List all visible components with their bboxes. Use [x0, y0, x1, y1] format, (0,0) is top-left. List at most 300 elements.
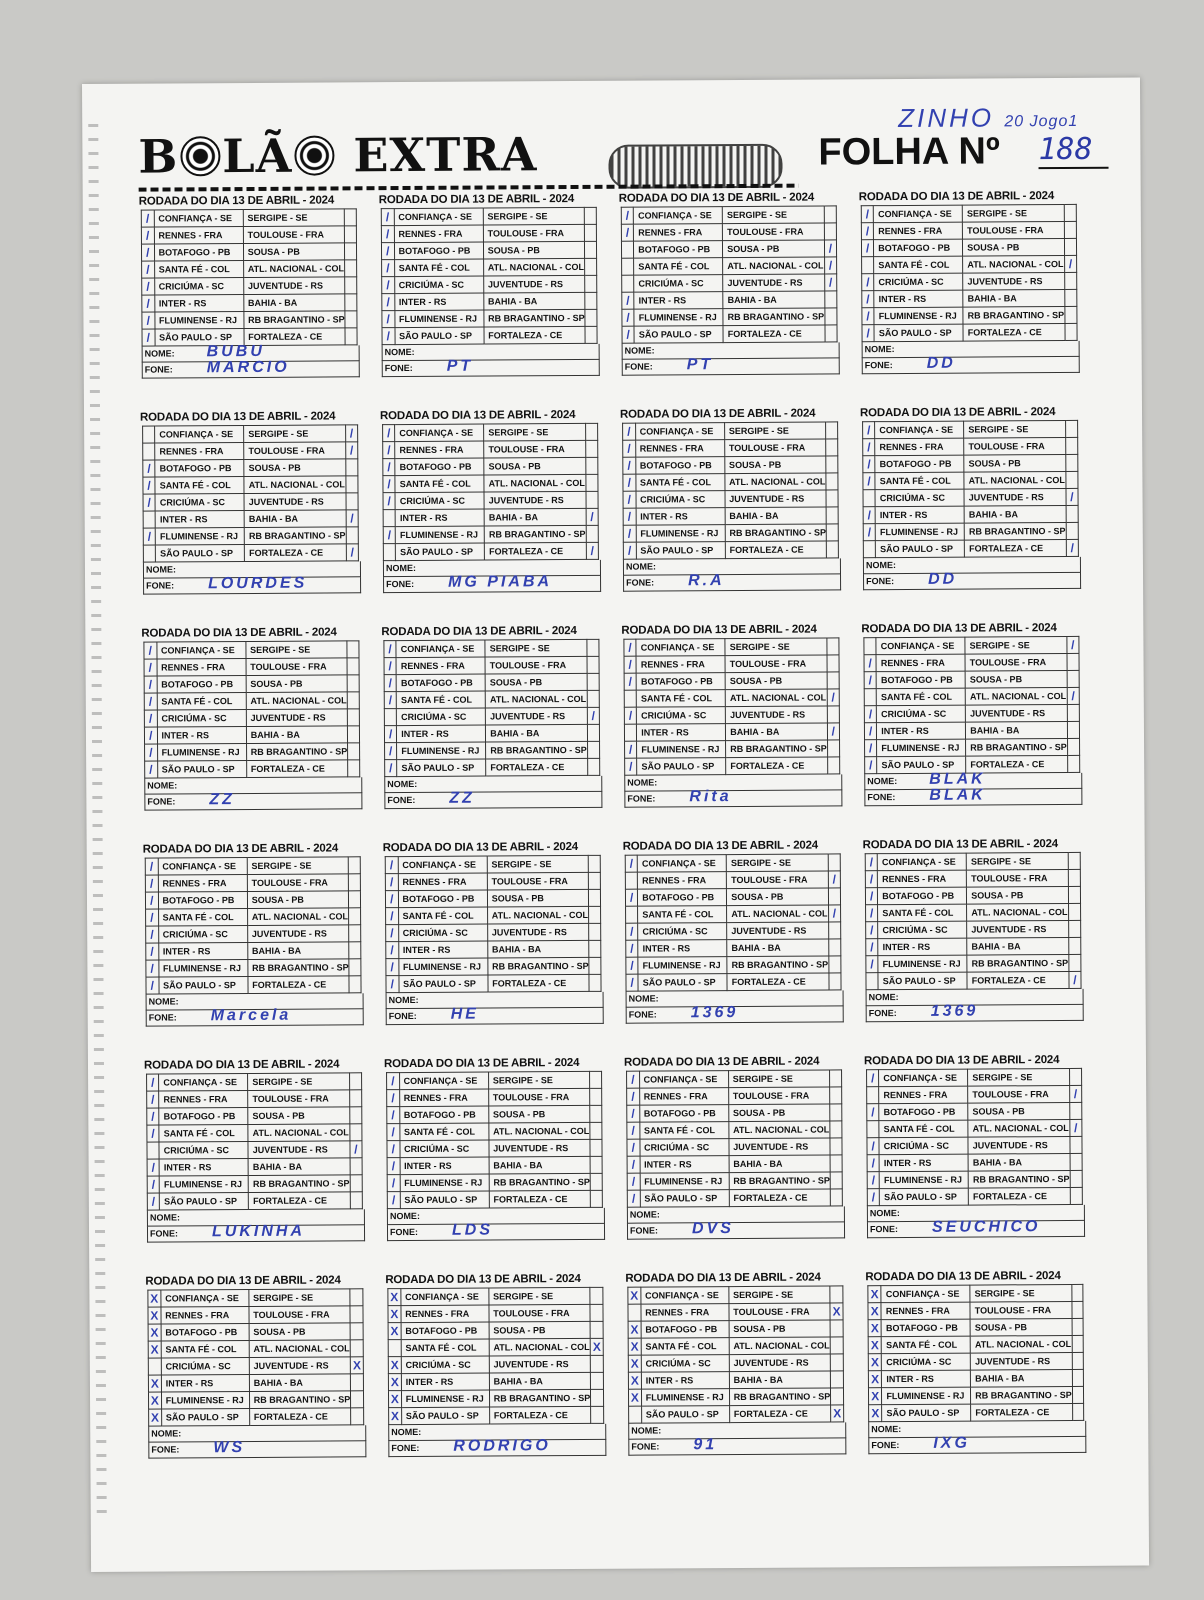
home-pick-box[interactable]: /: [145, 744, 158, 761]
away-pick-box[interactable]: [828, 922, 840, 939]
home-pick-box[interactable]: X: [628, 1389, 641, 1406]
home-pick-box[interactable]: [143, 545, 155, 562]
away-pick-box[interactable]: [590, 1321, 603, 1338]
home-pick-box[interactable]: /: [385, 891, 398, 908]
home-pick-box[interactable]: X: [868, 1337, 881, 1354]
away-pick-box[interactable]: [1067, 755, 1079, 772]
home-pick-box[interactable]: /: [867, 1070, 879, 1087]
home-pick-box[interactable]: [864, 638, 876, 655]
away-pick-box[interactable]: [345, 260, 357, 277]
home-pick-box[interactable]: X: [388, 1357, 401, 1374]
home-pick-box[interactable]: /: [145, 761, 158, 778]
away-pick-box[interactable]: [824, 223, 836, 240]
away-pick-box[interactable]: [349, 1090, 361, 1107]
away-pick-box[interactable]: [589, 940, 601, 957]
away-pick-box[interactable]: [1067, 721, 1079, 738]
home-pick-box[interactable]: [626, 906, 638, 923]
away-pick-box[interactable]: [830, 1172, 842, 1189]
home-pick-box[interactable]: X: [868, 1286, 881, 1303]
away-pick-box[interactable]: [1067, 653, 1079, 670]
away-pick-box[interactable]: /: [345, 442, 357, 459]
home-pick-box[interactable]: /: [383, 442, 395, 459]
away-pick-box[interactable]: [348, 857, 360, 874]
home-pick-box[interactable]: /: [382, 260, 395, 277]
home-pick-box[interactable]: /: [387, 1192, 400, 1209]
home-pick-box[interactable]: /: [624, 656, 636, 673]
away-pick-box[interactable]: /: [824, 240, 836, 257]
home-pick-box[interactable]: X: [868, 1320, 881, 1337]
away-pick-box[interactable]: /: [345, 425, 357, 442]
away-pick-box[interactable]: [830, 1320, 843, 1337]
home-pick-box[interactable]: /: [144, 727, 157, 744]
home-pick-box[interactable]: /: [863, 507, 875, 524]
home-pick-box[interactable]: /: [382, 328, 395, 345]
home-pick-box[interactable]: /: [625, 741, 637, 758]
away-pick-box[interactable]: /: [586, 508, 598, 525]
home-pick-box[interactable]: /: [627, 1139, 640, 1156]
away-pick-box[interactable]: [349, 1073, 361, 1090]
home-pick-box[interactable]: /: [867, 1104, 879, 1121]
home-pick-box[interactable]: /: [381, 243, 394, 260]
phone-field[interactable]: [867, 1218, 1085, 1238]
home-pick-box[interactable]: X: [148, 1307, 161, 1324]
home-pick-box[interactable]: /: [387, 1158, 400, 1175]
away-pick-box[interactable]: [349, 959, 361, 976]
home-pick-box[interactable]: /: [621, 224, 633, 241]
home-pick-box[interactable]: /: [386, 976, 399, 993]
away-pick-box[interactable]: [585, 292, 597, 309]
home-pick-box[interactable]: [621, 241, 633, 258]
away-pick-box[interactable]: [348, 743, 360, 760]
away-pick-box[interactable]: [589, 872, 601, 889]
home-pick-box[interactable]: /: [384, 726, 396, 743]
away-pick-box[interactable]: [591, 1355, 604, 1372]
away-pick-box[interactable]: [346, 459, 358, 476]
away-pick-box[interactable]: /: [586, 542, 598, 559]
home-pick-box[interactable]: /: [147, 1159, 159, 1176]
away-pick-box[interactable]: [1068, 920, 1080, 937]
away-pick-box[interactable]: X: [830, 1303, 843, 1320]
away-pick-box[interactable]: [350, 1124, 362, 1141]
away-pick-box[interactable]: [1068, 937, 1080, 954]
away-pick-box[interactable]: /: [824, 274, 836, 291]
away-pick-box[interactable]: [1066, 505, 1078, 522]
away-pick-box[interactable]: [590, 1287, 603, 1304]
away-pick-box[interactable]: [1070, 1153, 1082, 1170]
home-pick-box[interactable]: /: [382, 311, 395, 328]
away-pick-box[interactable]: [345, 311, 357, 328]
away-pick-box[interactable]: [350, 1323, 363, 1340]
away-pick-box[interactable]: /: [350, 1141, 362, 1158]
home-pick-box[interactable]: /: [624, 673, 636, 690]
phone-field[interactable]: [386, 1005, 604, 1025]
home-pick-box[interactable]: /: [147, 1125, 159, 1142]
away-pick-box[interactable]: [1072, 1335, 1083, 1352]
home-pick-box[interactable]: /: [863, 473, 875, 490]
away-pick-box[interactable]: [1068, 869, 1080, 886]
name-field[interactable]: [623, 558, 841, 575]
home-pick-box[interactable]: /: [865, 871, 877, 888]
away-pick-box[interactable]: [585, 258, 597, 275]
home-pick-box[interactable]: /: [863, 524, 875, 541]
home-pick-box[interactable]: /: [625, 855, 637, 872]
name-field[interactable]: [622, 342, 840, 359]
home-pick-box[interactable]: /: [383, 459, 395, 476]
phone-field[interactable]: [383, 573, 601, 593]
away-pick-box[interactable]: [585, 440, 597, 457]
home-pick-box[interactable]: /: [625, 889, 637, 906]
home-pick-box[interactable]: /: [622, 292, 634, 309]
home-pick-box[interactable]: [148, 1358, 161, 1375]
away-pick-box[interactable]: [590, 1071, 602, 1088]
away-pick-box[interactable]: [585, 423, 597, 440]
home-pick-box[interactable]: X: [149, 1409, 162, 1426]
away-pick-box[interactable]: [827, 655, 839, 672]
away-pick-box[interactable]: [348, 709, 360, 726]
home-pick-box[interactable]: /: [385, 743, 397, 760]
phone-field[interactable]: [144, 793, 362, 810]
away-pick-box[interactable]: /: [1070, 1119, 1082, 1136]
away-pick-box[interactable]: [586, 525, 598, 542]
away-pick-box[interactable]: [348, 726, 360, 743]
away-pick-box[interactable]: [347, 675, 359, 692]
home-pick-box[interactable]: /: [623, 508, 636, 525]
home-pick-box[interactable]: /: [623, 525, 636, 542]
home-pick-box[interactable]: /: [623, 474, 636, 491]
away-pick-box[interactable]: [345, 277, 357, 294]
away-pick-box[interactable]: [585, 326, 597, 343]
away-pick-box[interactable]: [1069, 1068, 1081, 1085]
home-pick-box[interactable]: X: [868, 1354, 881, 1371]
away-pick-box[interactable]: [587, 673, 599, 690]
away-pick-box[interactable]: [830, 1087, 842, 1104]
away-pick-box[interactable]: [587, 724, 599, 741]
away-pick-box[interactable]: [347, 641, 359, 658]
home-pick-box[interactable]: /: [142, 295, 155, 312]
home-pick-box[interactable]: /: [387, 1141, 400, 1158]
home-pick-box[interactable]: X: [388, 1323, 401, 1340]
away-pick-box[interactable]: [584, 207, 596, 224]
away-pick-box[interactable]: [826, 422, 838, 439]
away-pick-box[interactable]: [586, 491, 598, 508]
home-pick-box[interactable]: /: [145, 875, 158, 892]
name-field[interactable]: [148, 1425, 366, 1442]
away-pick-box[interactable]: [589, 974, 601, 991]
phone-field[interactable]: [866, 1002, 1084, 1022]
phone-field[interactable]: [864, 786, 1082, 806]
away-pick-box[interactable]: [827, 672, 839, 689]
away-pick-box[interactable]: [1067, 670, 1079, 687]
phone-field[interactable]: [382, 357, 600, 377]
away-pick-box[interactable]: [586, 457, 598, 474]
away-pick-box[interactable]: [349, 908, 361, 925]
away-pick-box[interactable]: [830, 1189, 842, 1206]
away-pick-box[interactable]: [586, 474, 598, 491]
home-pick-box[interactable]: [383, 510, 395, 527]
away-pick-box[interactable]: [828, 888, 840, 905]
home-pick-box[interactable]: /: [627, 1122, 640, 1139]
home-pick-box[interactable]: /: [382, 294, 395, 311]
home-pick-box[interactable]: /: [864, 672, 876, 689]
home-pick-box[interactable]: [867, 1121, 879, 1138]
away-pick-box[interactable]: [1065, 437, 1077, 454]
away-pick-box[interactable]: [828, 939, 840, 956]
away-pick-box[interactable]: [590, 1122, 602, 1139]
away-pick-box[interactable]: [346, 476, 358, 493]
name-field[interactable]: [627, 1206, 845, 1223]
away-pick-box[interactable]: [591, 1389, 604, 1406]
away-pick-box[interactable]: [1064, 289, 1076, 306]
away-pick-box[interactable]: /: [1064, 255, 1076, 272]
home-pick-box[interactable]: /: [623, 440, 636, 457]
home-pick-box[interactable]: /: [142, 312, 155, 329]
home-pick-box[interactable]: /: [382, 277, 395, 294]
away-pick-box[interactable]: [349, 976, 361, 993]
home-pick-box[interactable]: X: [388, 1306, 401, 1323]
away-pick-box[interactable]: [349, 1107, 361, 1124]
away-pick-box[interactable]: /: [1067, 687, 1079, 704]
home-pick-box[interactable]: X: [148, 1375, 161, 1392]
away-pick-box[interactable]: [830, 1337, 843, 1354]
away-pick-box[interactable]: [349, 925, 361, 942]
home-pick-box[interactable]: /: [143, 477, 155, 494]
home-pick-box[interactable]: /: [862, 274, 874, 291]
phone-field[interactable]: [627, 1222, 845, 1239]
home-pick-box[interactable]: /: [143, 494, 155, 511]
away-pick-box[interactable]: [1064, 204, 1076, 221]
home-pick-box[interactable]: /: [384, 658, 396, 675]
away-pick-box[interactable]: [1072, 1386, 1083, 1403]
home-pick-box[interactable]: /: [862, 291, 874, 308]
home-pick-box[interactable]: [864, 689, 876, 706]
away-pick-box[interactable]: [1068, 903, 1080, 920]
home-pick-box[interactable]: /: [865, 854, 877, 871]
home-pick-box[interactable]: X: [389, 1408, 402, 1425]
away-pick-box[interactable]: [350, 1175, 362, 1192]
home-pick-box[interactable]: /: [627, 1071, 640, 1088]
name-field[interactable]: [387, 1208, 605, 1225]
away-pick-box[interactable]: [826, 507, 838, 524]
home-pick-box[interactable]: /: [147, 1074, 159, 1091]
home-pick-box[interactable]: X: [388, 1374, 401, 1391]
phone-field[interactable]: [388, 1437, 606, 1457]
home-pick-box[interactable]: /: [387, 1124, 400, 1141]
away-pick-box[interactable]: [585, 224, 597, 241]
away-pick-box[interactable]: [351, 1408, 364, 1425]
home-pick-box[interactable]: /: [147, 1091, 159, 1108]
home-pick-box[interactable]: /: [145, 892, 158, 909]
home-pick-box[interactable]: /: [384, 675, 396, 692]
away-pick-box[interactable]: [585, 241, 597, 258]
home-pick-box[interactable]: [388, 1340, 401, 1357]
home-pick-box[interactable]: /: [386, 959, 399, 976]
home-pick-box[interactable]: /: [865, 757, 877, 774]
away-pick-box[interactable]: [587, 639, 599, 656]
name-field[interactable]: [384, 776, 602, 793]
home-pick-box[interactable]: /: [626, 923, 638, 940]
name-field[interactable]: [868, 1421, 1086, 1438]
name-field[interactable]: [624, 774, 842, 791]
home-pick-box[interactable]: /: [144, 642, 157, 659]
away-pick-box[interactable]: /: [827, 723, 839, 740]
home-pick-box[interactable]: /: [624, 707, 636, 724]
away-pick-box[interactable]: [346, 527, 358, 544]
home-pick-box[interactable]: /: [385, 874, 398, 891]
home-pick-box[interactable]: /: [383, 527, 395, 544]
away-pick-box[interactable]: [1064, 272, 1076, 289]
home-pick-box[interactable]: /: [386, 925, 399, 942]
name-field[interactable]: [382, 344, 600, 361]
away-pick-box[interactable]: [1065, 420, 1077, 437]
phone-field[interactable]: [863, 570, 1081, 590]
phone-field[interactable]: [862, 354, 1080, 374]
home-pick-box[interactable]: /: [626, 974, 638, 991]
home-pick-box[interactable]: /: [146, 926, 159, 943]
phone-field[interactable]: [384, 789, 602, 809]
home-pick-box[interactable]: /: [383, 493, 395, 510]
home-pick-box[interactable]: [143, 443, 155, 460]
home-pick-box[interactable]: /: [861, 223, 873, 240]
home-pick-box[interactable]: /: [624, 639, 636, 656]
home-pick-box[interactable]: /: [622, 309, 634, 326]
home-pick-box[interactable]: [863, 490, 875, 507]
home-pick-box[interactable]: /: [387, 1073, 400, 1090]
away-pick-box[interactable]: [349, 942, 361, 959]
home-pick-box[interactable]: /: [623, 457, 636, 474]
home-pick-box[interactable]: [624, 690, 636, 707]
home-pick-box[interactable]: /: [866, 922, 878, 939]
away-pick-box[interactable]: [1072, 1403, 1083, 1420]
away-pick-box[interactable]: [1070, 1170, 1082, 1187]
home-pick-box[interactable]: /: [145, 858, 158, 875]
away-pick-box[interactable]: X: [831, 1405, 844, 1422]
away-pick-box[interactable]: [826, 456, 838, 473]
away-pick-box[interactable]: [1065, 306, 1077, 323]
away-pick-box[interactable]: /: [587, 707, 599, 724]
away-pick-box[interactable]: [824, 206, 836, 223]
phone-field[interactable]: [624, 790, 842, 807]
away-pick-box[interactable]: [826, 490, 838, 507]
away-pick-box[interactable]: [585, 309, 597, 326]
home-pick-box[interactable]: /: [385, 760, 397, 777]
home-pick-box[interactable]: /: [146, 960, 159, 977]
away-pick-box[interactable]: [589, 889, 601, 906]
away-pick-box[interactable]: [1068, 852, 1080, 869]
away-pick-box[interactable]: [1069, 1102, 1081, 1119]
name-field[interactable]: [862, 341, 1080, 358]
away-pick-box[interactable]: [826, 473, 838, 490]
away-pick-box[interactable]: [1068, 886, 1080, 903]
away-pick-box[interactable]: /: [346, 510, 358, 527]
name-field[interactable]: [144, 777, 362, 794]
away-pick-box[interactable]: [349, 874, 361, 891]
away-pick-box[interactable]: [345, 328, 357, 345]
phone-field[interactable]: [868, 1434, 1086, 1454]
home-pick-box[interactable]: /: [626, 957, 638, 974]
home-pick-box[interactable]: X: [628, 1338, 641, 1355]
home-pick-box[interactable]: /: [141, 227, 154, 244]
home-pick-box[interactable]: [863, 541, 875, 558]
away-pick-box[interactable]: [830, 1138, 842, 1155]
away-pick-box[interactable]: [1070, 1136, 1082, 1153]
away-pick-box[interactable]: [350, 1289, 363, 1306]
away-pick-box[interactable]: [1064, 238, 1076, 255]
home-pick-box[interactable]: /: [383, 476, 395, 493]
away-pick-box[interactable]: [591, 1372, 604, 1389]
home-pick-box[interactable]: /: [143, 528, 155, 545]
home-pick-box[interactable]: /: [621, 207, 633, 224]
away-pick-box[interactable]: [827, 757, 839, 774]
home-pick-box[interactable]: /: [627, 1088, 640, 1105]
away-pick-box[interactable]: [585, 275, 597, 292]
home-pick-box[interactable]: [624, 724, 636, 741]
phone-field[interactable]: [626, 1006, 844, 1023]
away-pick-box[interactable]: /: [1067, 636, 1079, 653]
home-pick-box[interactable]: /: [862, 308, 874, 325]
home-pick-box[interactable]: /: [627, 1105, 640, 1122]
away-pick-box[interactable]: [349, 891, 361, 908]
home-pick-box[interactable]: /: [142, 261, 155, 278]
home-pick-box[interactable]: X: [148, 1392, 161, 1409]
name-field[interactable]: [863, 557, 1081, 574]
home-pick-box[interactable]: /: [861, 206, 873, 223]
away-pick-box[interactable]: [1064, 221, 1076, 238]
home-pick-box[interactable]: /: [866, 905, 878, 922]
home-pick-box[interactable]: /: [387, 1107, 400, 1124]
home-pick-box[interactable]: /: [622, 326, 634, 343]
home-pick-box[interactable]: /: [381, 209, 394, 226]
away-pick-box[interactable]: X: [351, 1357, 364, 1374]
home-pick-box[interactable]: [628, 1304, 641, 1321]
home-pick-box[interactable]: X: [628, 1287, 641, 1304]
home-pick-box[interactable]: /: [384, 692, 396, 709]
home-pick-box[interactable]: [867, 1087, 879, 1104]
home-pick-box[interactable]: X: [869, 1405, 882, 1422]
away-pick-box[interactable]: [590, 1190, 602, 1207]
home-pick-box[interactable]: /: [146, 909, 159, 926]
away-pick-box[interactable]: /: [828, 871, 840, 888]
home-pick-box[interactable]: X: [628, 1321, 641, 1338]
away-pick-box[interactable]: /: [824, 257, 836, 274]
phone-field[interactable]: [147, 1222, 365, 1242]
away-pick-box[interactable]: [827, 740, 839, 757]
away-pick-box[interactable]: [345, 226, 357, 243]
away-pick-box[interactable]: [826, 439, 838, 456]
away-pick-box[interactable]: [825, 325, 837, 342]
away-pick-box[interactable]: [347, 658, 359, 675]
away-pick-box[interactable]: [829, 973, 841, 990]
home-pick-box[interactable]: /: [141, 210, 154, 227]
home-pick-box[interactable]: /: [387, 1090, 400, 1107]
away-pick-box[interactable]: /: [1066, 539, 1078, 556]
home-pick-box[interactable]: /: [627, 1173, 640, 1190]
home-pick-box[interactable]: /: [147, 1176, 159, 1193]
home-pick-box[interactable]: X: [388, 1289, 401, 1306]
home-pick-box[interactable]: /: [863, 456, 875, 473]
away-pick-box[interactable]: [345, 243, 357, 260]
away-pick-box[interactable]: /: [346, 544, 358, 561]
away-pick-box[interactable]: [1070, 1187, 1082, 1204]
home-pick-box[interactable]: /: [623, 423, 636, 440]
home-pick-box[interactable]: [143, 426, 155, 443]
away-pick-box[interactable]: [589, 923, 601, 940]
away-pick-box[interactable]: [587, 656, 599, 673]
home-pick-box[interactable]: X: [628, 1355, 641, 1372]
home-pick-box[interactable]: /: [144, 710, 157, 727]
home-pick-box[interactable]: /: [627, 1156, 640, 1173]
away-pick-box[interactable]: [590, 1304, 603, 1321]
home-pick-box[interactable]: /: [865, 740, 877, 757]
